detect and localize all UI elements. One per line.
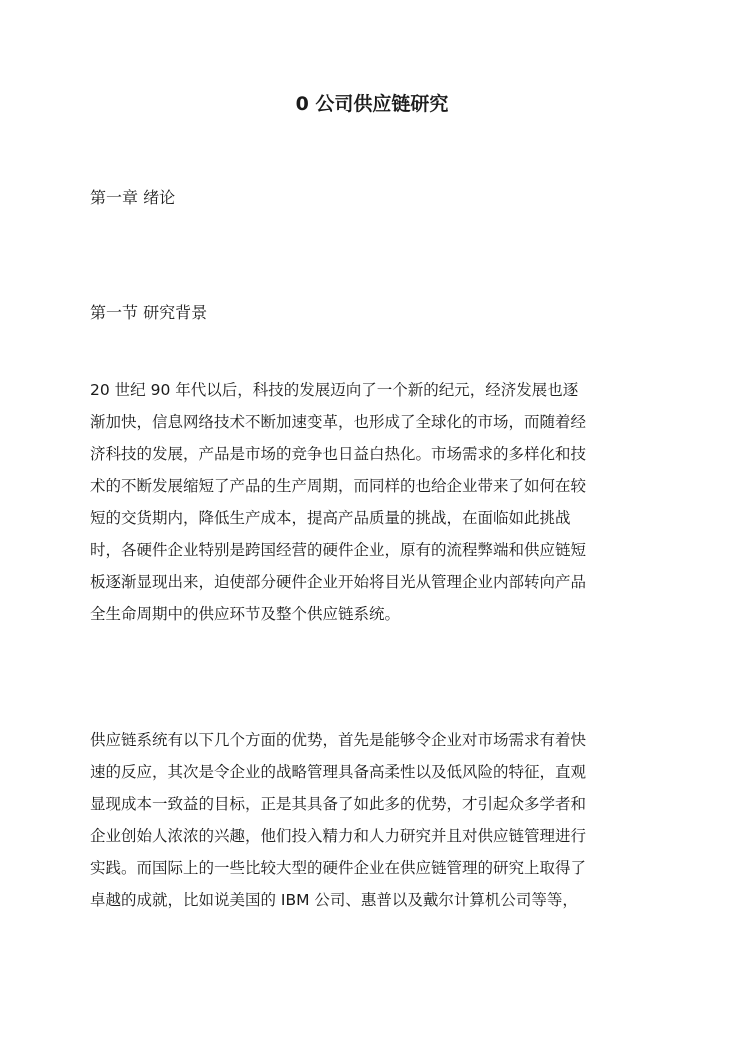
paragraph-1: [90, 374, 660, 630]
paragraph-line: 20 世纪 90 年代以后，科技的发展迈向了一个新的纪元，经济发展也逐: [90, 381, 579, 399]
paragraph-line: 渐加快，信息网络技术不断加速变革，也形成了全球化的市场，而随着经: [90, 413, 587, 431]
paragraph-line: 全生命周期中的供应环节及整个供应链系统。: [90, 605, 401, 623]
section-heading: 第一节 研究背景: [90, 303, 208, 322]
paragraph-line: 显现成本一致益的目标，正是其具备了如此多的优势，才引起众多学者和: [90, 795, 587, 813]
paragraph-line: 卓越的成就，比如说美国的 IBM 公司、惠普以及戴尔计算机公司等等，: [90, 891, 578, 909]
paragraph-line: 术的不断发展缩短了产品的生产周期，而同样的也给企业带来了如何在较: [90, 477, 587, 495]
paragraph-line: 短的交货期内，降低生产成本，提高产品质量的挑战，在面临如此挑战: [90, 509, 571, 527]
paragraph-line: 速的反应，其次是令企业的战略管理具备高柔性以及低风险的特征，直观: [90, 763, 587, 781]
paragraph-line: 板逐渐显现出来，迫使部分硬件企业开始将目光从管理企业内部转向产品: [90, 573, 587, 591]
paragraph-2: [90, 724, 660, 916]
paragraph-line: 时，各硬件企业特别是跨国经营的硬件企业，原有的流程弊端和供应链短: [90, 541, 587, 559]
chapter-heading: 第一章 绪论: [90, 188, 176, 207]
paragraph-line: 供应链系统有以下几个方面的优势，首先是能够令企业对市场需求有着快: [90, 731, 587, 749]
paragraph-line: 企业创始人浓浓的兴趣，他们投入精力和人力研究并且对供应链管理进行: [90, 827, 587, 845]
document-title: 0 公司供应链研究: [295, 93, 449, 115]
paragraph-line: 济科技的发展，产品是市场的竞争也日益白热化。市场需求的多样化和技: [90, 445, 587, 463]
paragraph-line: 实践。而国际上的一些比较大型的硬件企业在供应链管理的研究上取得了: [90, 859, 587, 877]
